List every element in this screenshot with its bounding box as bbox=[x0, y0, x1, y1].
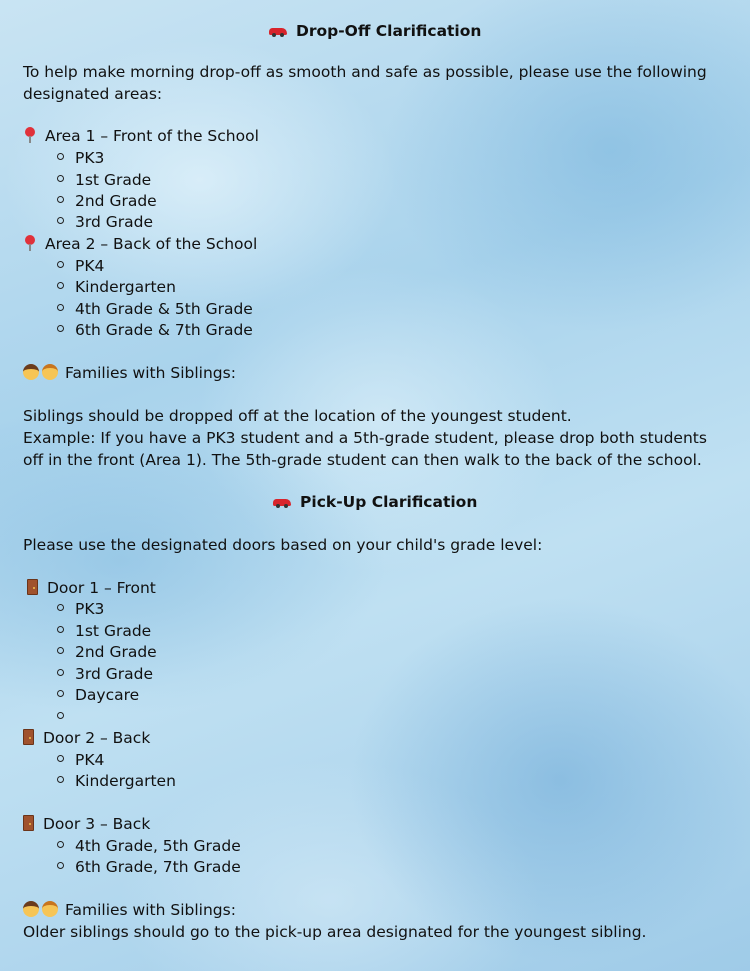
door-2-grade: Kindergarten bbox=[57, 771, 176, 793]
area-1-grade: PK3 bbox=[57, 148, 104, 170]
door-1-grade: 1st Grade bbox=[57, 621, 151, 643]
door-3-grade: 6th Grade, 7th Grade bbox=[57, 857, 241, 879]
area-2-grade: 6th Grade & 7th Grade bbox=[57, 320, 253, 342]
door-1-label: Door 1 – Front bbox=[27, 578, 732, 600]
pickup-siblings-text: Older siblings should go to the pick-up area designated for the youngest sibling. bbox=[23, 923, 647, 941]
door-3-grade: 4th Grade, 5th Grade bbox=[57, 836, 241, 858]
door-1-grade: Daycare bbox=[57, 685, 139, 707]
door-1-grade: PK3 bbox=[57, 599, 104, 621]
dropoff-siblings-text: Siblings should be dropped off at the location of the youngest student. bbox=[23, 407, 572, 425]
girl-boy-icon bbox=[23, 363, 61, 381]
area-1-grade: 2nd Grade bbox=[57, 191, 157, 213]
area-2-label: Area 2 – Back of the School bbox=[23, 234, 728, 256]
dropoff-intro: To help make morning drop-off as smooth and safe as possible, please use the following designated areas: bbox=[23, 63, 707, 103]
dropoff-siblings-example: Example: If you have a PK3 student and a 5th-grade student, please drop both students off in the front (Area 1). The 5th-grade student can then walk to the back of the school. bbox=[23, 429, 707, 469]
door-2-label: Door 2 – Back bbox=[23, 728, 728, 750]
area-2-grade: PK4 bbox=[57, 256, 104, 278]
car-icon bbox=[269, 25, 287, 37]
door-icon bbox=[27, 579, 38, 595]
dropoff-heading bbox=[0, 21, 750, 43]
door-icon bbox=[23, 729, 34, 745]
pickup-heading bbox=[0, 492, 750, 514]
door-1-grade: 3rd Grade bbox=[57, 664, 153, 686]
door-1-grade-empty bbox=[57, 707, 75, 729]
door-2-grade: PK4 bbox=[57, 750, 104, 772]
door-3-label: Door 3 – Back bbox=[23, 814, 728, 836]
pickup-intro: Please use the designated doors based on your child's grade level: bbox=[23, 536, 543, 554]
door-icon bbox=[23, 815, 34, 831]
area-1-grade: 1st Grade bbox=[57, 170, 151, 192]
dropoff-heading-text: Drop-Off Clarification bbox=[295, 22, 482, 40]
area-1-label: Area 1 – Front of the School bbox=[23, 126, 728, 148]
dropoff-siblings-heading: Families with Siblings: bbox=[23, 363, 728, 385]
pickup-siblings-heading: Families with Siblings: bbox=[23, 900, 728, 922]
area-1-grade: 3rd Grade bbox=[57, 212, 153, 234]
car-icon bbox=[273, 496, 291, 508]
round-pushpin-icon bbox=[23, 235, 37, 251]
area-2-grade: Kindergarten bbox=[57, 277, 176, 299]
door-1-grade: 2nd Grade bbox=[57, 642, 157, 664]
pickup-heading-text: Pick-Up Clarification bbox=[300, 493, 478, 511]
area-2-grade: 4th Grade & 5th Grade bbox=[57, 299, 253, 321]
round-pushpin-icon bbox=[23, 127, 37, 143]
girl-boy-icon bbox=[23, 900, 61, 918]
